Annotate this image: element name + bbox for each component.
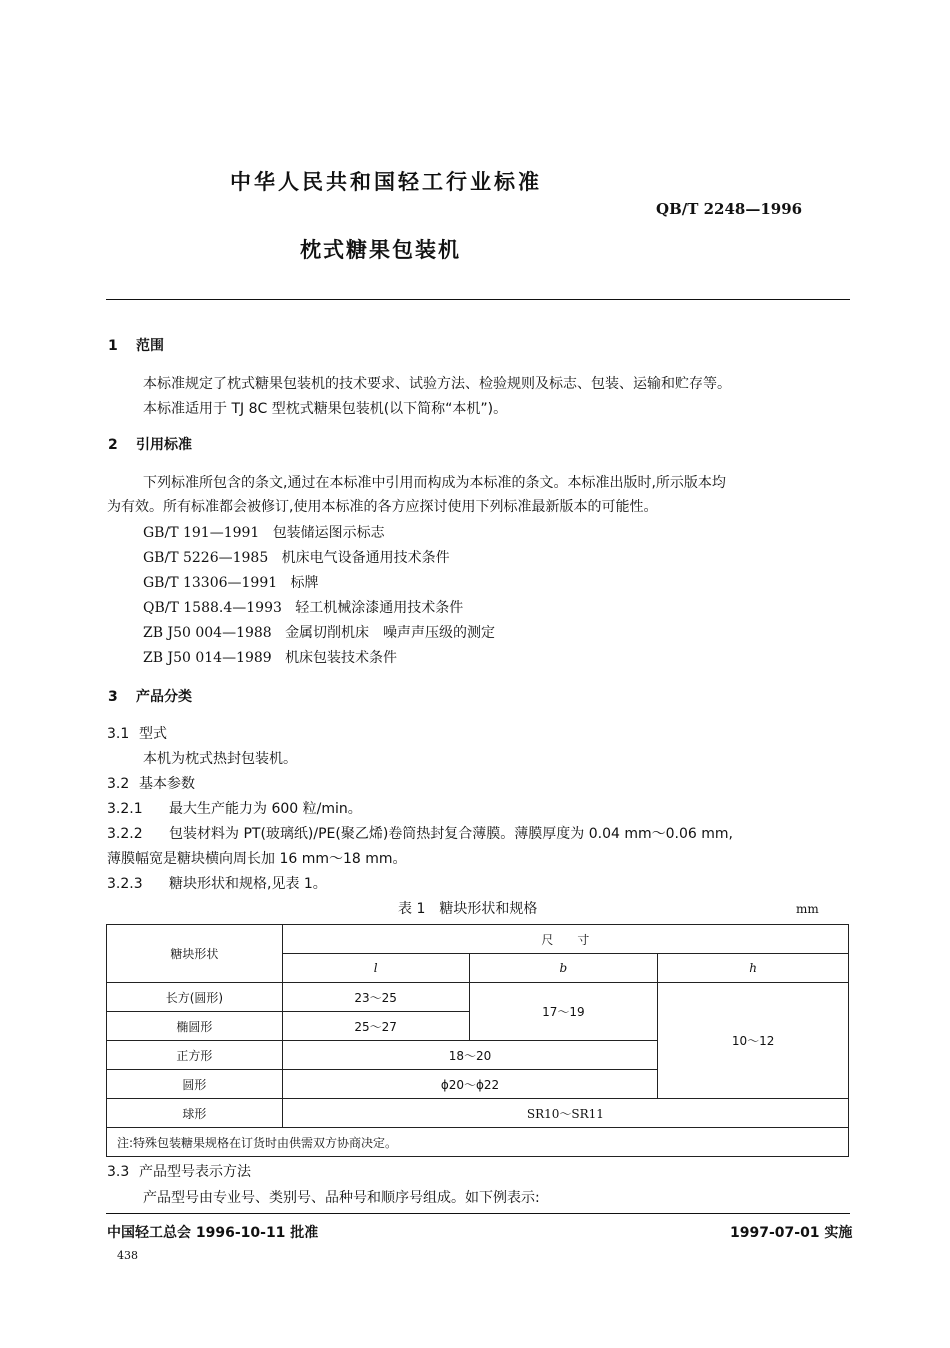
section-1-paragraph-1: 本标准规定了枕式糖果包装机的技术要求、试验方法、检验规则及标志、包装、运输和贮存等。 [143, 376, 731, 392]
shape-cell: 圆形 [107, 1070, 283, 1099]
table-note: 注:特殊包装糖果规格在订货时由供需双方协商决定。 [107, 1128, 849, 1157]
l-cell: 25～27 [282, 1012, 469, 1041]
table-unit: mm [796, 902, 819, 916]
section-2-paragraph-line-1: 下列标准所包含的条文,通过在本标准中引用而构成为本标准的条文。本标准出版时,所示版本均 [143, 475, 726, 491]
b-cell: 17～19 [469, 983, 658, 1041]
reference-item: GB/T 191—1991 包装储运图示标志 [143, 525, 385, 541]
l-cell: 23～25 [282, 983, 469, 1012]
header-l: l [282, 954, 469, 983]
reference-item: GB/T 13306—1991 标牌 [143, 575, 319, 591]
national-standard-heading: 中华人民共和国轻工行业标准 [230, 170, 542, 194]
section-3-heading: 3 产品分类 [108, 689, 192, 705]
footer-divider [106, 1213, 850, 1214]
effective-date: 1997-07-01 实施 [730, 1225, 853, 1241]
header-shape: 糖块形状 [107, 925, 283, 983]
header-b: b [469, 954, 658, 983]
section-1-heading: 1 范围 [108, 338, 164, 354]
shape-cell: 正方形 [107, 1041, 283, 1070]
candy-size-table [106, 924, 849, 1157]
section-1-paragraph-2: 本标准适用于 TJ 8C 型枕式糖果包装机(以下简称“本机”)。 [143, 401, 508, 417]
header-size: 尺 寸 [282, 925, 848, 954]
reference-item: QB/T 1588.4—1993 轻工机械涂漆通用技术条件 [143, 600, 464, 616]
section-3-2-heading: 3.2 基本参数 [107, 776, 195, 792]
shape-cell: 球形 [107, 1099, 283, 1128]
table-caption: 表 1 糖块形状和规格 [398, 901, 538, 917]
page-number: 438 [117, 1249, 138, 1262]
table-row [107, 983, 849, 1012]
document-title: 枕式糖果包装机 [300, 238, 461, 262]
section-3-2-2-line-2: 薄膜幅宽是糖块横向周长加 16 mm～18 mm。 [107, 851, 407, 867]
section-3-2-2-line-1: 3.2.2 包装材料为 PT(玻璃纸)/PE(聚乙烯)卷筒热封复合薄膜。薄膜厚度为 0.04 mm～0.06 mm, [107, 826, 733, 842]
section-2-paragraph-line-2: 为有效。所有标准都会被修订,使用本标准的各方应探讨使用下列标准最新版本的可能性。 [107, 499, 658, 515]
approval-info: 中国轻工总会 1996-10-11 批准 [107, 1225, 319, 1241]
lbh-cell: SR10～SR11 [282, 1099, 848, 1128]
lb-cell: ϕ20～ϕ22 [282, 1070, 657, 1099]
section-3-2-1: 3.2.1 最大生产能力为 600 粒/min。 [107, 801, 362, 817]
section-3-2-3: 3.2.3 糖块形状和规格,见表 1。 [107, 876, 327, 892]
standard-code: QB/T 2248—1996 [656, 200, 803, 218]
section-2-heading: 2 引用标准 [108, 437, 192, 453]
table-row [107, 1099, 849, 1128]
reference-item: ZB J50 004—1988 金属切削机床 噪声声压级的测定 [143, 625, 496, 641]
table-header-row [107, 925, 849, 954]
table-note-row [107, 1128, 849, 1157]
section-3-3-heading: 3.3 产品型号表示方法 [107, 1164, 251, 1180]
section-3-1-text: 本机为枕式热封包装机。 [143, 751, 297, 767]
shape-cell: 椭圆形 [107, 1012, 283, 1041]
lb-cell: 18～20 [282, 1041, 657, 1070]
section-3-1-heading: 3.1 型式 [107, 726, 167, 742]
reference-item: ZB J50 014—1989 机床包装技术条件 [143, 650, 398, 666]
shape-cell: 长方(圆形) [107, 983, 283, 1012]
header-divider [106, 299, 850, 300]
section-3-3-text: 产品型号由专业号、类别号、品种号和顺序号组成。如下例表示: [143, 1190, 540, 1206]
header-h: h [658, 954, 849, 983]
reference-item: GB/T 5226—1985 机床电气设备通用技术条件 [143, 550, 450, 566]
h-cell: 10～12 [658, 983, 849, 1099]
